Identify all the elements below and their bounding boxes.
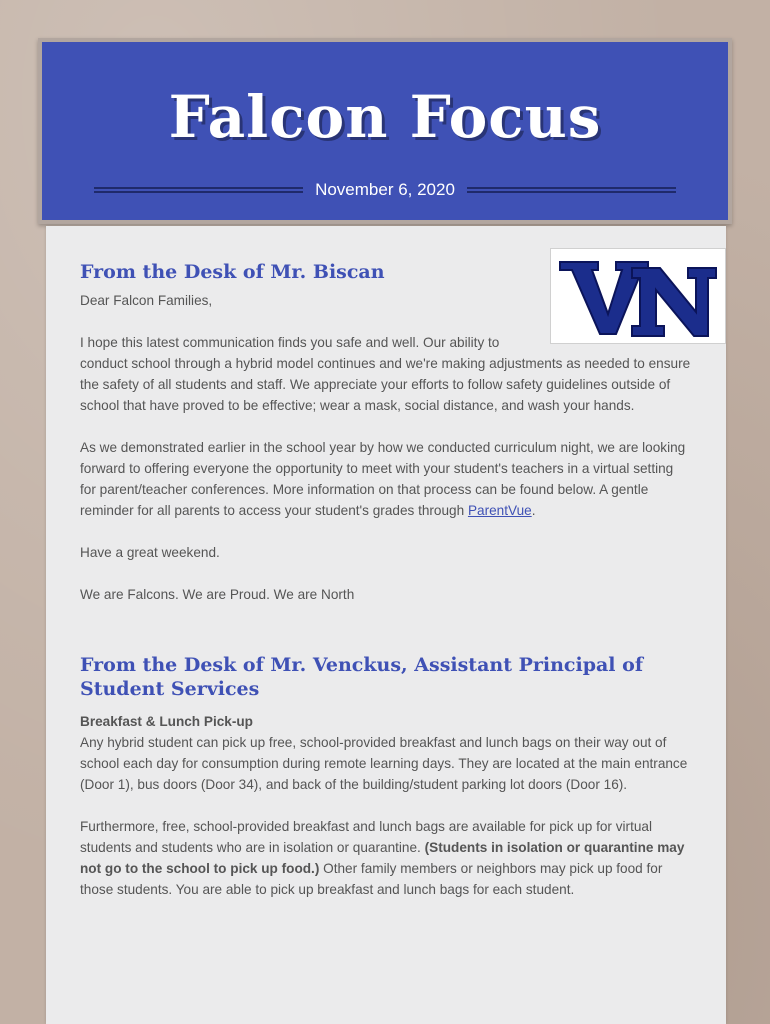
closing-line: Have a great weekend. xyxy=(80,545,220,560)
newsletter-date: November 6, 2020 xyxy=(315,180,455,199)
section2-paragraph: Any hybrid student can pick up free, school-provided breakfast and lunch bags on their way out of school each day for consumption during remote learning days. They are located at the main entrance (Door 1), bus doors (Door 34), and back of the building/student parking lot doors (Door 16). xyxy=(80,735,688,792)
paragraph-text: As we demonstrated earlier in the school year by how we conducted curriculum night, we are looking forward to offering everyone the opportunity to meet with your student's teachers in a virtual setting for parent/teacher conferences. More information on that process can be found below. A gentle reminder for all parents to access your student's grades through xyxy=(80,440,686,518)
newsletter-title: Falcon Focus xyxy=(168,83,602,151)
left-divider xyxy=(94,187,303,193)
section2-heading: From the Desk of Mr. Venckus, Assistant Principal of Student Services xyxy=(80,654,643,700)
section1-paragraph-grades xyxy=(80,437,692,521)
paragraph-end: . xyxy=(531,503,536,518)
right-divider xyxy=(467,187,676,193)
bold-note: (Students in isolation or quarantine may not go to the school to pick up food.) xyxy=(80,840,685,876)
date-row xyxy=(94,178,676,202)
section1-heading: From the Desk of Mr. Biscan xyxy=(80,261,385,283)
paragraph-end: Other family members or neighbors may pick up food for those students. You are able to pick up breakfast and lunch bags for each student. xyxy=(80,861,663,897)
newsletter-header xyxy=(38,38,732,224)
section2-subheading: Breakfast & Lunch Pick-up xyxy=(80,714,253,729)
parentvue-link[interactable]: ParentVue xyxy=(467,503,532,518)
vn-logo-icon xyxy=(556,254,720,338)
school-logo xyxy=(550,248,726,344)
newsletter-body xyxy=(46,226,726,1024)
greeting: Dear Falcon Families, xyxy=(80,293,213,308)
content xyxy=(80,260,692,921)
paragraph-text: Furthermore, free, school-provided breakfast and lunch bags are available for pick up for virtual students and students who are in isolation or quarantine. xyxy=(80,819,652,855)
section1-paragraph: I hope this latest communication finds you safe and well. Our ability to conduct school through a hybrid model continues and we're making adjustments as needed to ensure the safety of all students and staff. We appreciate your efforts to follow safety guidelines outside of school that have proved to be effective; wear a mask, social distance, and wash your hands. xyxy=(80,335,691,413)
section2 xyxy=(80,653,692,900)
motto-line: We are Falcons. We are Proud. We are North xyxy=(80,587,355,602)
section2-paragraph-quarantine xyxy=(80,816,692,900)
